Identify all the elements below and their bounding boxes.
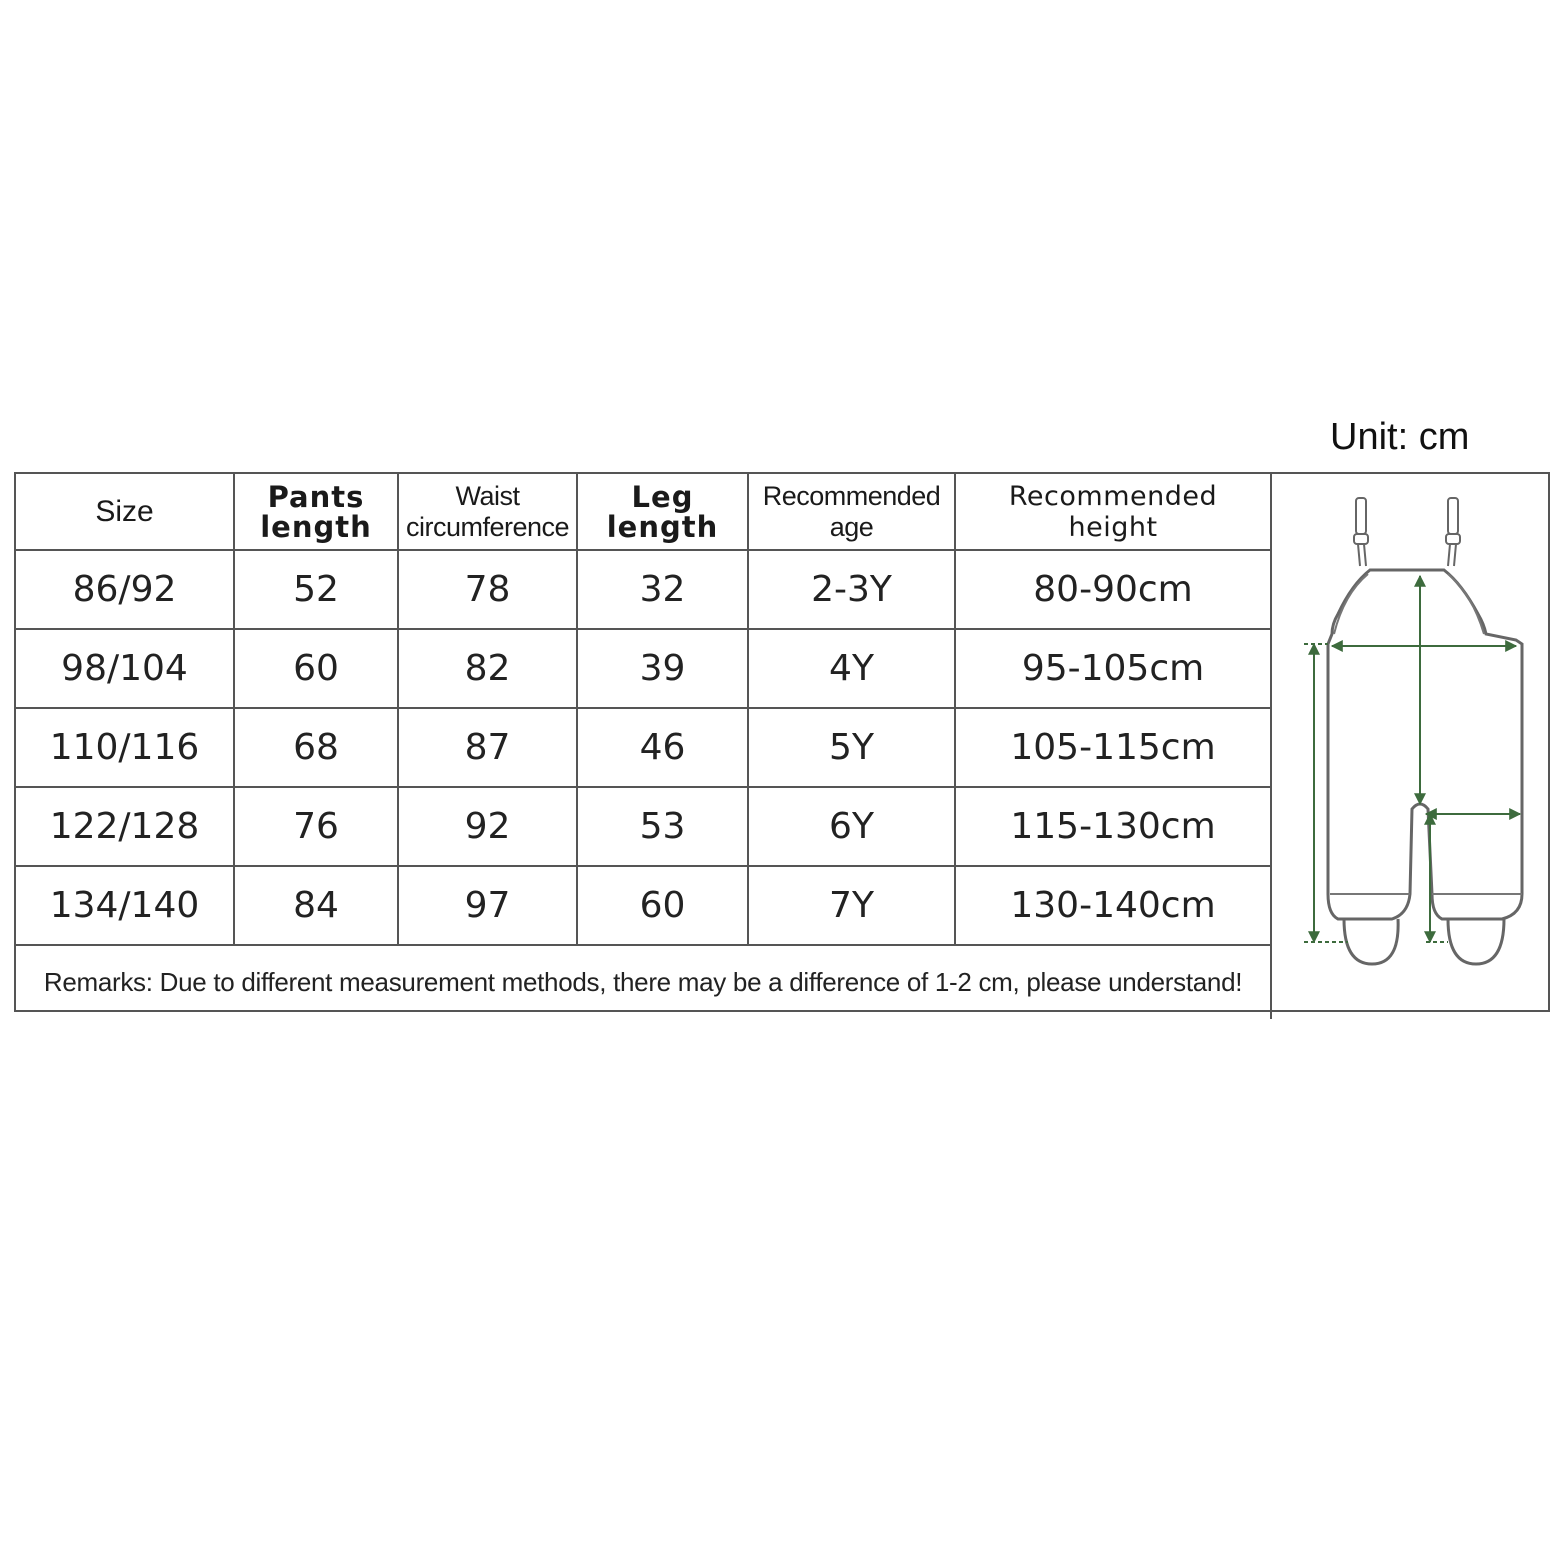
- cell-pants-length: 60: [234, 629, 398, 708]
- cell-size: 134/140: [16, 866, 234, 945]
- cell-age: 2-3Y: [748, 550, 955, 629]
- cell-size: 122/128: [16, 787, 234, 866]
- cell-height: 105-115cm: [955, 708, 1271, 787]
- cell-leg-length: 53: [577, 787, 748, 866]
- cell-waist: 82: [398, 629, 577, 708]
- overalls-illustration: [1272, 474, 1551, 1010]
- garment-outline: [1328, 570, 1522, 919]
- overalls-diagram: [1272, 474, 1548, 1010]
- table-row: [16, 629, 1271, 708]
- stirrup-right: [1448, 919, 1504, 964]
- strap-left: [1354, 498, 1368, 566]
- header-leg-length: Leg length: [577, 474, 748, 550]
- cell-age: 6Y: [748, 787, 955, 866]
- cell-height: 130-140cm: [955, 866, 1271, 945]
- header-size: Size: [16, 474, 234, 550]
- header-pants-length: Pants length: [234, 474, 398, 550]
- header-recommended-age: Recommended age: [748, 474, 955, 550]
- table-row: [16, 866, 1271, 945]
- remarks-text: Remarks: Due to different measurement methods, there may be a difference of 1-2 cm, please understand!: [16, 945, 1271, 1019]
- cell-leg-length: 60: [577, 866, 748, 945]
- size-chart: [14, 472, 1550, 1012]
- cell-waist: 97: [398, 866, 577, 945]
- cell-leg-length: 46: [577, 708, 748, 787]
- table-row: [16, 550, 1271, 629]
- cell-pants-length: 52: [234, 550, 398, 629]
- stirrup-left: [1344, 919, 1398, 964]
- cell-waist: 78: [398, 550, 577, 629]
- measure-arrows: [1304, 576, 1520, 942]
- table-row: [16, 708, 1271, 787]
- cell-height: 80-90cm: [955, 550, 1271, 629]
- cell-height: 115-130cm: [955, 787, 1271, 866]
- cell-age: 5Y: [748, 708, 955, 787]
- header-recommended-height: Recommended height: [955, 474, 1271, 550]
- cell-leg-length: 39: [577, 629, 748, 708]
- cell-waist: 87: [398, 708, 577, 787]
- cell-size: 86/92: [16, 550, 234, 629]
- size-table: [16, 474, 1272, 1019]
- header-waist-circumference: Waist circumference: [398, 474, 577, 550]
- remarks-row: [16, 945, 1271, 1019]
- cell-pants-length: 76: [234, 787, 398, 866]
- unit-label: Unit: cm: [1330, 416, 1470, 458]
- cell-age: 4Y: [748, 629, 955, 708]
- cell-size: 98/104: [16, 629, 234, 708]
- cell-leg-length: 32: [577, 550, 748, 629]
- cell-pants-length: 68: [234, 708, 398, 787]
- table-row: [16, 787, 1271, 866]
- header-row: [16, 474, 1271, 550]
- cell-age: 7Y: [748, 866, 955, 945]
- strap-right: [1446, 498, 1460, 566]
- cell-waist: 92: [398, 787, 577, 866]
- cell-pants-length: 84: [234, 866, 398, 945]
- cell-size: 110/116: [16, 708, 234, 787]
- cell-height: 95-105cm: [955, 629, 1271, 708]
